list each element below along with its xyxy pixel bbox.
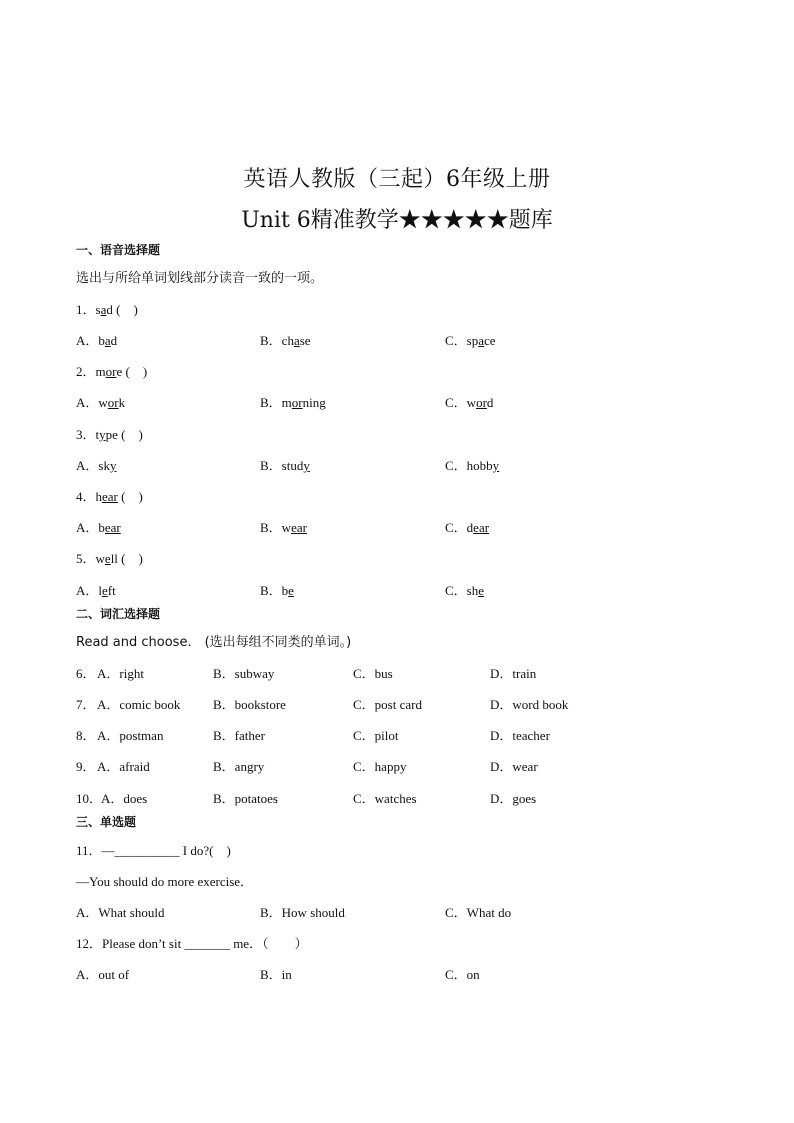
- option-underlined-part: ear: [104, 520, 121, 535]
- phonics-question-4-option-a: [76, 517, 121, 536]
- phonics-question-5-option-a: [76, 580, 116, 599]
- option-label: A．: [76, 458, 99, 473]
- vocabulary-question-8-option-b: B．father: [213, 728, 265, 743]
- word-underlined-part: ear: [102, 489, 118, 504]
- phonics-question-1: [76, 299, 138, 318]
- vocabulary-question-7-option-d: D．word book: [490, 697, 569, 712]
- phonics-question-2-option-b: [260, 392, 326, 411]
- option-suffix: ce: [484, 333, 496, 348]
- question-12-stem: 12．Please don’t sit _______ me．（ ）: [76, 936, 308, 951]
- answer-blank: ( ): [121, 427, 143, 442]
- question-12-option-b: B．in: [260, 967, 292, 982]
- phonics-question-1-option-b: [260, 330, 311, 349]
- phonics-question-4-option-b: [260, 517, 307, 536]
- option-prefix: d: [466, 520, 474, 535]
- option-underlined-part: e: [102, 583, 108, 598]
- section-heading-vocabulary: 二、词汇选择题: [76, 607, 161, 621]
- option-label: B．: [260, 333, 282, 348]
- answer-blank: ( ): [125, 364, 148, 379]
- option-underlined-part: y: [303, 458, 310, 473]
- vocabulary-question-10-number: 10．: [76, 791, 103, 806]
- vocabulary-question-7-option-b: B．bookstore: [213, 697, 286, 712]
- option-prefix: w: [466, 395, 477, 410]
- option-prefix: w: [98, 395, 108, 410]
- option-underlined-part: e: [288, 583, 294, 598]
- phonics-question-4-option-c: [445, 517, 489, 536]
- vocabulary-question-8-option-c: C．pilot: [353, 728, 399, 743]
- option-prefix: hobb: [466, 458, 493, 473]
- option-label: A．: [76, 583, 99, 598]
- phonics-question-1-option-c: [445, 330, 496, 349]
- word-underlined-part: or: [105, 364, 117, 379]
- vocabulary-question-9-number: 9．: [76, 759, 96, 774]
- word-underlined-part: a: [100, 302, 107, 317]
- vocabulary-question-7-number: 7．: [76, 697, 96, 712]
- vocabulary-question-8-option-d: D．teacher: [490, 728, 550, 743]
- phonics-question-1-option-a: [76, 330, 117, 349]
- vocabulary-question-9-option-d: D．wear: [490, 759, 538, 774]
- page-title-line2: Unit 6精准教学★★★★★题库: [241, 208, 553, 233]
- word-suffix: e: [116, 364, 123, 379]
- word-suffix: d: [106, 302, 113, 317]
- word-suffix: pe: [105, 427, 118, 442]
- option-suffix: se: [299, 333, 311, 348]
- option-prefix: stud: [281, 458, 304, 473]
- section-heading-phonics: 一、语音选择题: [76, 243, 161, 257]
- option-suffix: d: [486, 395, 494, 410]
- option-label: B．: [260, 458, 282, 473]
- vocabulary-question-9-option-c: C．happy: [353, 759, 407, 774]
- word-prefix: h: [95, 489, 103, 504]
- option-prefix: b: [98, 520, 105, 535]
- option-label: B．: [260, 395, 282, 410]
- option-prefix: ch: [281, 333, 294, 348]
- question-number: 1．: [76, 302, 96, 317]
- option-label: A．: [76, 333, 99, 348]
- option-label: A．: [76, 395, 99, 410]
- option-label: B．: [260, 520, 282, 535]
- vocabulary-question-7-option-c: C．post card: [353, 697, 422, 712]
- vocabulary-question-8-number: 8．: [76, 728, 96, 743]
- vocabulary-question-6-option-a: A．right: [97, 666, 144, 681]
- option-suffix: k: [118, 395, 126, 410]
- option-underlined-part: or: [476, 395, 487, 410]
- vocabulary-question-10-option-a: A．does: [101, 791, 148, 806]
- word-underlined-part: y: [99, 427, 106, 442]
- question-12-option-a: A．out of: [76, 967, 130, 982]
- phonics-question-3-option-a: [76, 455, 116, 474]
- option-prefix: sh: [466, 583, 479, 598]
- option-prefix: l: [98, 583, 103, 598]
- option-suffix: d: [110, 333, 118, 348]
- question-12-option-c: C．on: [445, 967, 480, 982]
- answer-blank: ( ): [121, 551, 143, 566]
- option-underlined-part: or: [107, 395, 119, 410]
- phonics-question-2: [76, 361, 147, 380]
- vocabulary-question-9-option-a: A．afraid: [97, 759, 150, 774]
- option-label: C．: [445, 333, 467, 348]
- question-number: 5．: [76, 551, 96, 566]
- question-11-stem: 11．—__________ I do?( ): [76, 843, 231, 858]
- phonics-question-2-option-c: [445, 392, 493, 411]
- word-prefix: m: [95, 364, 106, 379]
- phonics-question-3-option-c: [445, 455, 499, 474]
- word-prefix: w: [95, 551, 105, 566]
- option-label: C．: [445, 395, 467, 410]
- question-11-answer-line: —You should do more exercise．: [76, 874, 254, 889]
- option-prefix: sp: [466, 333, 479, 348]
- phonics-question-3-option-b: [260, 455, 310, 474]
- option-underlined-part: a: [478, 333, 485, 348]
- option-prefix: m: [281, 395, 292, 410]
- question-11-option-c: C．What do: [445, 905, 512, 920]
- vocabulary-question-6-option-d: D．train: [490, 666, 537, 681]
- question-number: 2．: [76, 364, 96, 379]
- option-underlined-part: a: [293, 333, 300, 348]
- section-heading-single-choice: 三、单选题: [76, 815, 137, 829]
- option-label: C．: [445, 520, 467, 535]
- page-title-line1: 英语人教版（三起）6年级上册: [243, 167, 551, 192]
- option-underlined-part: e: [478, 583, 485, 598]
- option-underlined-part: a: [104, 333, 111, 348]
- option-prefix: w: [281, 520, 292, 535]
- option-underlined-part: or: [291, 395, 303, 410]
- phonics-question-4: [76, 486, 143, 505]
- answer-blank: ( ): [116, 302, 138, 317]
- vocabulary-question-6-number: 6．: [76, 666, 96, 681]
- section-instruction-vocabulary: Read and choose. (选出每组不同类的单词。): [76, 635, 352, 650]
- word-underlined-part: e: [104, 551, 111, 566]
- option-label: B．: [260, 583, 282, 598]
- answer-blank: ( ): [121, 489, 143, 504]
- phonics-question-5-option-c: [445, 580, 484, 599]
- option-underlined-part: ear: [473, 520, 490, 535]
- option-label: C．: [445, 583, 467, 598]
- option-prefix: b: [98, 333, 105, 348]
- vocabulary-question-7-option-a: A．comic book: [97, 697, 181, 712]
- option-suffix: ft: [107, 583, 116, 598]
- question-number: 3．: [76, 427, 96, 442]
- option-label: C．: [445, 458, 467, 473]
- phonics-question-5: [76, 548, 143, 567]
- vocabulary-question-10-option-d: D．goes: [490, 791, 537, 806]
- vocabulary-question-9-option-b: B．angry: [213, 759, 265, 774]
- option-prefix: sk: [98, 458, 110, 473]
- option-label: A．: [76, 520, 99, 535]
- question-11-option-b: B．How should: [260, 905, 345, 920]
- section-instruction-phonics: 选出与所给单词划线部分读音一致的一项。: [76, 271, 324, 286]
- vocabulary-question-6-option-c: C．bus: [353, 666, 393, 681]
- vocabulary-question-10-option-b: B．potatoes: [213, 791, 278, 806]
- option-underlined-part: y: [492, 458, 500, 473]
- vocabulary-question-6-option-b: B．subway: [213, 666, 275, 681]
- question-11-option-a: A．What should: [76, 905, 165, 920]
- option-underlined-part: ear: [291, 520, 307, 535]
- word-prefix: t: [95, 427, 100, 442]
- word-suffix: ll: [110, 551, 118, 566]
- phonics-question-2-option-a: [76, 392, 125, 411]
- word-prefix: s: [95, 302, 101, 317]
- question-number: 4．: [76, 489, 96, 504]
- vocabulary-question-8-option-a: A．postman: [97, 728, 164, 743]
- option-prefix: b: [281, 583, 289, 598]
- option-underlined-part: y: [109, 458, 117, 473]
- phonics-question-5-option-b: [260, 580, 294, 599]
- phonics-question-3: [76, 424, 143, 443]
- vocabulary-question-10-option-c: C．watches: [353, 791, 417, 806]
- option-suffix: ning: [302, 395, 326, 410]
